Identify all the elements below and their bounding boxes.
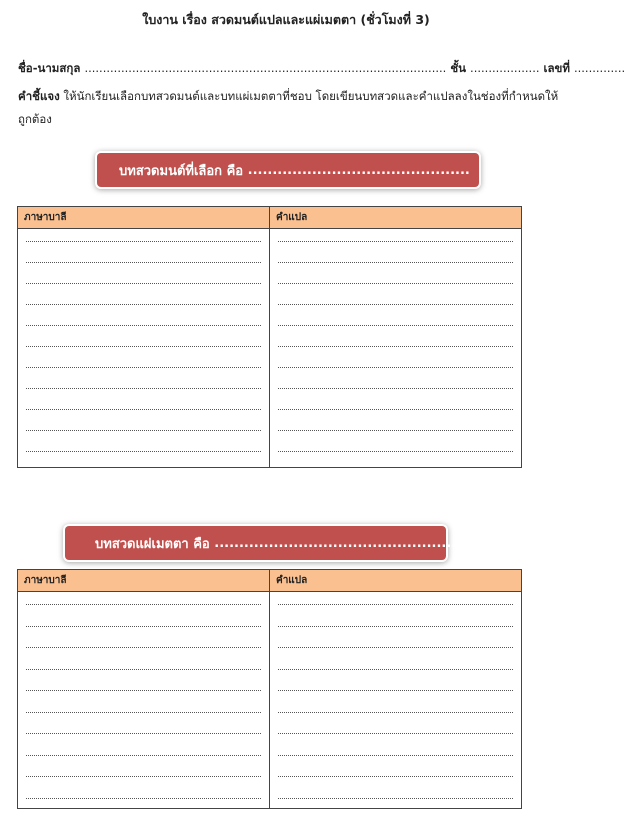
dotted-writing-line [26,647,261,648]
instruction-body: ให้นักเรียนเลือกบทสวดมนต์และบทแผ่เมตตาที่ชอบ โดยเขียนบทสวดและคำแปลลงในช่องที่กำหนดให้ถูกต้อง [18,89,559,126]
dotted-writing-line [26,325,261,326]
metta-banner-blank: ......................................................... [214,535,496,551]
dotted-writing-line [278,755,513,756]
class-label: ชั้น [450,61,467,75]
dotted-writing-line [278,776,513,777]
dotted-writing-line [278,712,513,713]
dotted-writing-line [278,604,513,605]
dotted-writing-line [26,388,261,389]
dotted-writing-line [26,798,261,799]
number-blank: .............. [573,61,625,75]
dotted-writing-line [278,451,513,452]
dotted-writing-line [278,430,513,431]
dotted-writing-line [278,346,513,347]
dotted-writing-line [26,283,261,284]
dotted-writing-line [26,690,261,691]
dotted-writing-line [278,241,513,242]
metta-table-header [18,570,521,592]
student-info-row [18,60,625,78]
translation-column-header: คำแปล [276,212,308,223]
dotted-writing-line [26,604,261,605]
pali-writing-area[interactable] [18,592,270,808]
dotted-writing-line [26,712,261,713]
dotted-writing-line [278,626,513,627]
instruction-text [18,85,568,131]
pali-writing-area[interactable] [18,229,270,467]
dotted-writing-line [278,367,513,368]
dotted-writing-line [278,262,513,263]
dotted-writing-line [26,409,261,410]
dotted-writing-line [26,367,261,368]
dotted-writing-line [278,798,513,799]
dotted-writing-line [26,733,261,734]
pali-column-header: ภาษาบาลี [18,570,270,591]
dotted-writing-line [278,325,513,326]
dotted-writing-line [278,690,513,691]
chant-table-header [18,207,521,229]
dotted-writing-line [26,669,261,670]
dotted-writing-line [26,304,261,305]
chant-table [17,206,522,468]
dotted-writing-line [278,647,513,648]
number-label: เลขที่ [543,61,570,75]
instruction-lead: คำชี้แจง [18,89,60,103]
dotted-writing-line [26,755,261,756]
worksheet-title: ใบงาน เรื่อง สวดมนต์แปลและแผ่เมตตา (ชั่วโมงที่ 3) [142,12,430,27]
metta-table [17,569,522,809]
pali-column-header: ภาษาบาลี [18,207,270,228]
dotted-writing-line [26,776,261,777]
name-label: ชื่อ-นามสกุล [18,61,81,75]
metta-banner [65,526,496,560]
dotted-writing-line [26,626,261,627]
dotted-writing-line [278,669,513,670]
dotted-writing-line [26,262,261,263]
class-blank: ................... [470,61,540,75]
chant-banner-label: บทสวดมนต์ที่เลือก คือ [119,163,244,179]
dotted-writing-line [278,388,513,389]
translation-writing-area[interactable] [270,592,521,808]
name-blank: ................................................................................................... [84,61,447,75]
dotted-writing-line [26,346,261,347]
translation-writing-area[interactable] [270,229,521,467]
dotted-writing-line [26,451,261,452]
chant-banner [97,153,479,187]
translation-column-header: คำแปล [276,575,308,586]
dotted-writing-line [26,430,261,431]
dotted-writing-line [26,241,261,242]
dotted-writing-line [278,409,513,410]
dotted-writing-line [278,733,513,734]
chant-banner-blank: ............................................. [247,162,470,178]
metta-banner-label: บทสวดแผ่เมตตา คือ [95,536,210,552]
dotted-writing-line [278,304,513,305]
dotted-writing-line [278,283,513,284]
